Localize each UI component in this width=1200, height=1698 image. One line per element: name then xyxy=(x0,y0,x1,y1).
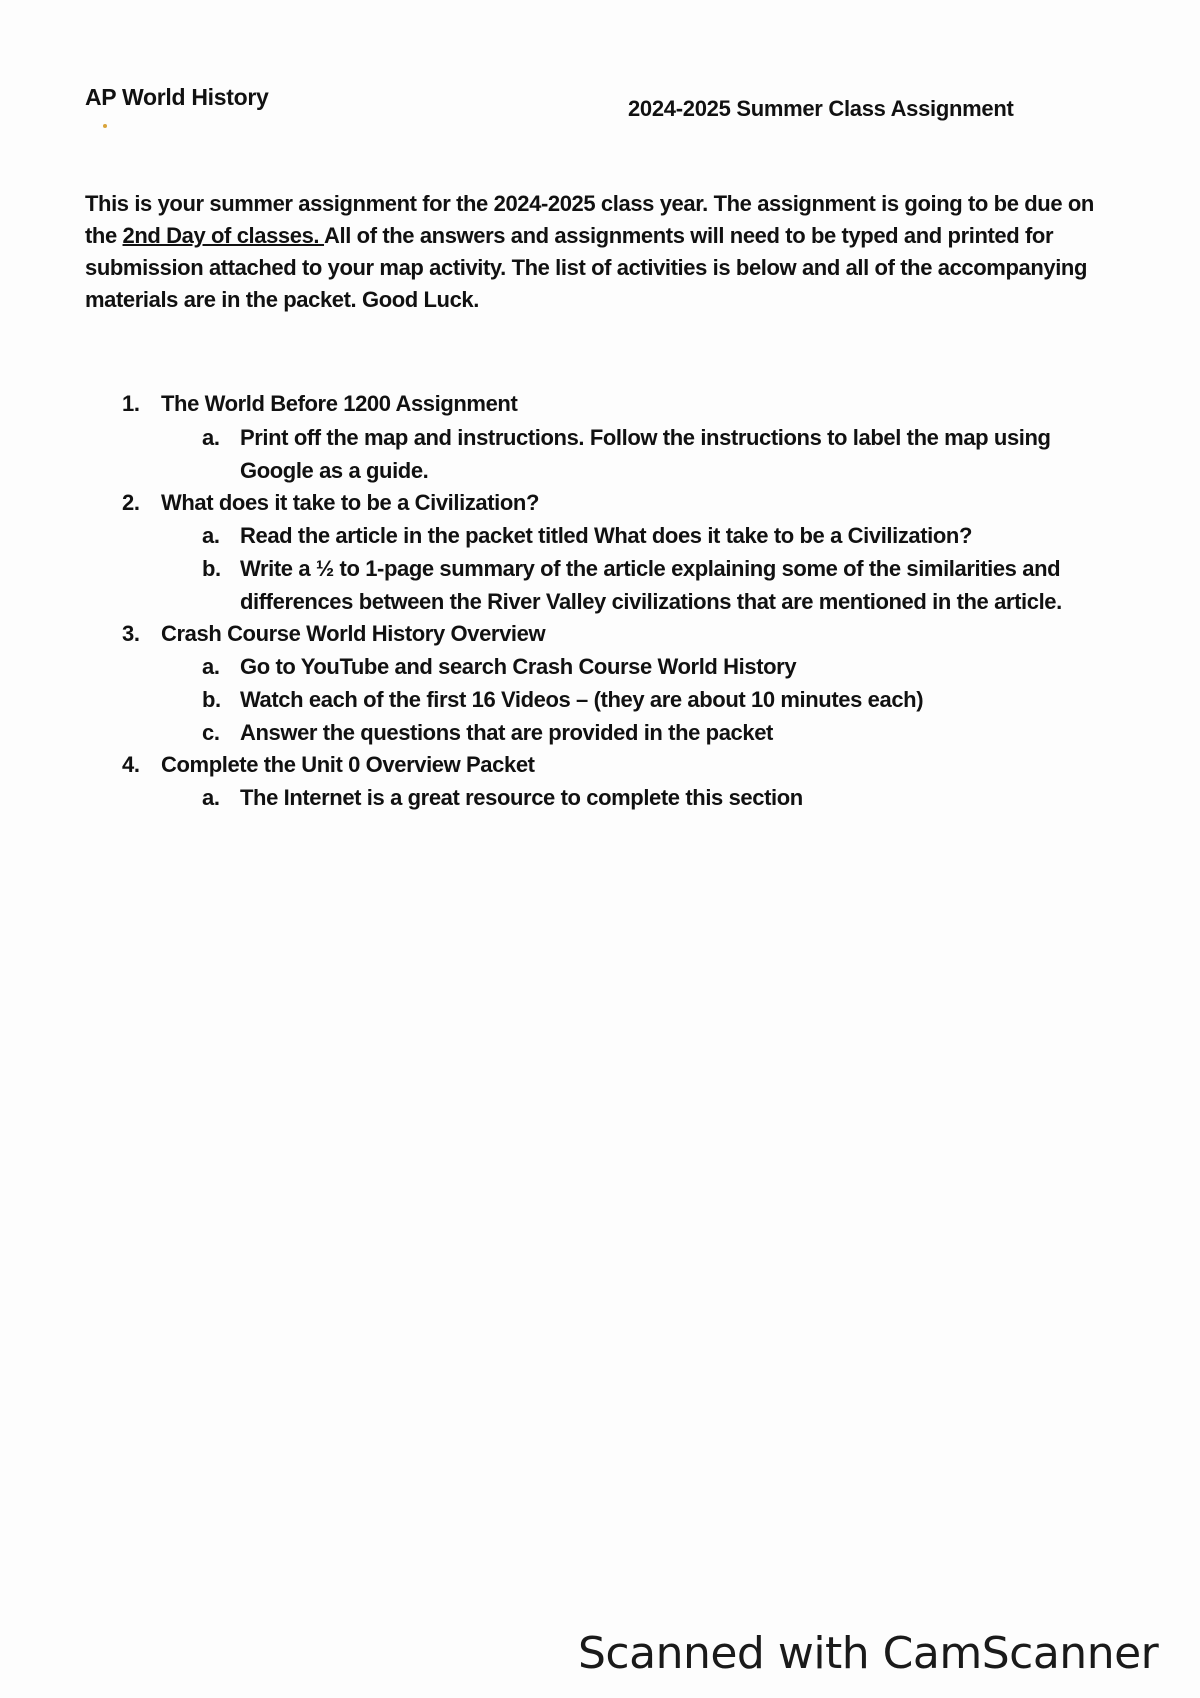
list-item xyxy=(0,749,1200,781)
sub-item-text: The Internet is a great resource to complete this section xyxy=(240,785,803,810)
list-item-title: What does it take to be a Civilization? xyxy=(161,490,540,515)
scan-speck xyxy=(103,124,107,128)
sub-item-letter: a. xyxy=(202,425,220,450)
sub-item-text: Write a ½ to 1-page summary of the article explaining some of the similarities and differences between the River Valley civilizations that are mentioned in the article. xyxy=(240,556,1062,614)
course-title: AP World History xyxy=(85,84,269,110)
sub-item-letter: a. xyxy=(202,785,220,810)
sub-item xyxy=(0,421,1200,487)
assignment-title: 2024-2025 Summer Class Assignment xyxy=(628,96,1014,121)
sub-item-letter: b. xyxy=(202,556,221,581)
list-item-number: 1. xyxy=(122,391,140,416)
sub-item xyxy=(0,683,1200,716)
list-item-number: 3. xyxy=(122,621,140,646)
sub-item-letter: b. xyxy=(202,687,221,712)
sub-item xyxy=(0,519,1200,552)
sub-item-letter: c. xyxy=(202,720,220,745)
sub-item-letter: a. xyxy=(202,523,220,548)
sub-item xyxy=(0,552,1200,618)
intro-text-2: All of the answers and assignments will need to be typed and printed for submission attached to your map activity. The list of activities is below and all of the accompanying materials are in the packet. Good Luck. xyxy=(85,223,1087,312)
list-item-title: The World Before 1200 Assignment xyxy=(161,391,518,416)
sub-item xyxy=(0,781,1200,814)
list-item-title: Complete the Unit 0 Overview Packet xyxy=(161,752,535,777)
list-item xyxy=(0,487,1200,519)
sub-item xyxy=(0,716,1200,749)
sub-item-text: Go to YouTube and search Crash Course World History xyxy=(240,654,797,679)
sub-item xyxy=(0,650,1200,683)
sub-item-text: Watch each of the first 16 Videos – (they are about 10 minutes each) xyxy=(240,687,924,712)
due-date-underlined: 2nd Day of classes. xyxy=(122,223,325,248)
list-item-title: Crash Course World History Overview xyxy=(161,621,546,646)
task-list xyxy=(0,388,1200,814)
list-item-number: 4. xyxy=(122,752,140,777)
list-item xyxy=(0,388,1200,420)
intro-text-1: This is your summer assignment for the 2024-2025 class year. The assignment is going to be due on the xyxy=(85,191,1094,248)
sub-item-text: Answer the questions that are provided in the packet xyxy=(240,720,773,745)
intro-paragraph xyxy=(85,188,1095,316)
camscanner-watermark: Scanned with CamScanner xyxy=(578,1628,1159,1679)
sub-item-text: Read the article in the packet titled What does it take to be a Civilization? xyxy=(240,523,973,548)
list-item xyxy=(0,618,1200,650)
list-item-number: 2. xyxy=(122,490,140,515)
sub-item-letter: a. xyxy=(202,654,220,679)
sub-item-text: Print off the map and instructions. Follow the instructions to label the map using Google as a guide. xyxy=(240,425,1051,483)
